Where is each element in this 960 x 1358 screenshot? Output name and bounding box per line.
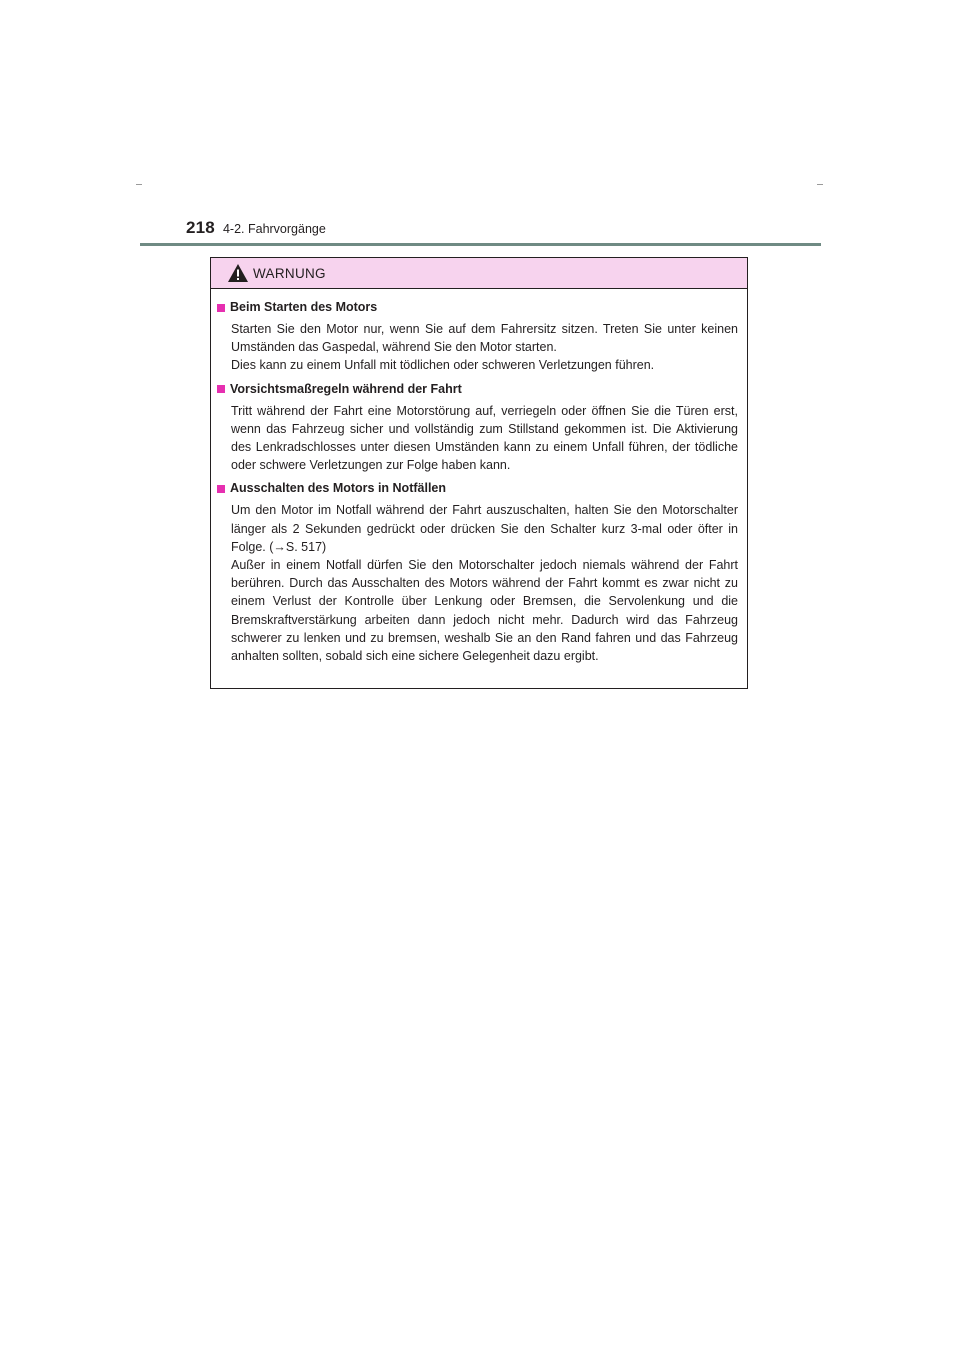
item-paragraph: Tritt während der Fahrt eine Motorstörung auf, verriegeln oder öffnen Sie die Türen erst, wenn das Fahrzeug sicher und vollständig zum Stillstand gekommen ist. Die Aktivierung des Lenkradschlosses unter diesen Umständen kann zu einem Unfall führen, der tödliche oder schwere Verletzungen zur Folge haben kann. — [231, 403, 738, 473]
warning-box — [210, 257, 748, 689]
item-text — [231, 501, 738, 665]
warning-header — [211, 258, 747, 289]
crop-mark-left — [136, 184, 142, 185]
item-paragraph: Starten Sie den Motor nur, wenn Sie auf dem Fahrersitz sitzen. Treten Sie unter keinen Umständen das Gaspedal, während Sie den Motor starten. — [231, 322, 738, 355]
item-text — [231, 320, 738, 375]
square-bullet-icon — [217, 385, 225, 393]
item-heading-text: Vorsichtsmaßregeln während der Fahrt — [230, 381, 462, 396]
page-number: 218 — [186, 218, 215, 237]
item-paragraph: Außer in einem Notfall dürfen Sie den Motorschalter jedoch niemals während der Fahrt berühren. Durch das Ausschalten des Motors während der Fahrt kommt es zwar nicht zu einem Verlust der Kontrolle über Lenkung oder Bremsen, die Servolenkung und die Bremskraftverstärkung arbeiten dann jedoch nicht mehr. Dadurch wird das Fahrzeug schwerer zu lenken und zu bremsen, weshalb Sie an den Rand fahren und das Fahrzeug anhalten sollten, sobald sich eine sichere Gelegenheit dazu ergibt. — [231, 558, 738, 664]
square-bullet-icon — [217, 485, 225, 493]
item-heading-text: Beim Starten des Motors — [230, 300, 378, 314]
item-heading — [217, 381, 738, 398]
page-header — [186, 218, 326, 238]
warning-item-driving-precautions — [217, 381, 738, 475]
warning-triangle-icon — [227, 263, 249, 283]
header-rule — [140, 243, 821, 246]
warning-body — [211, 289, 747, 665]
item-paragraph: Dies kann zu einem Unfall mit tödlichen oder schweren Verletzungen führen. — [231, 358, 655, 373]
section-title: 4-2. Fahrvorgänge — [222, 222, 326, 236]
warning-item-emergency-shutdown — [217, 480, 738, 665]
item-heading — [217, 299, 738, 316]
item-heading-text: Ausschalten des Motors in Notfällen — [230, 481, 447, 496]
warning-title: WARNUNG — [253, 265, 326, 281]
warning-item-engine-start — [217, 299, 738, 375]
square-bullet-icon — [217, 304, 225, 312]
crop-mark-right — [817, 184, 823, 185]
item-text — [231, 402, 738, 475]
item-heading — [217, 480, 738, 497]
item-paragraph: Um den Motor im Notfall während der Fahrt auszuschalten, halten Sie den Motorschalter länger als 2 Sekunden gedrückt oder drücken Sie den Schalter kurz 3-mal oder öfter in Folge. (→S. 517) — [231, 503, 738, 554]
